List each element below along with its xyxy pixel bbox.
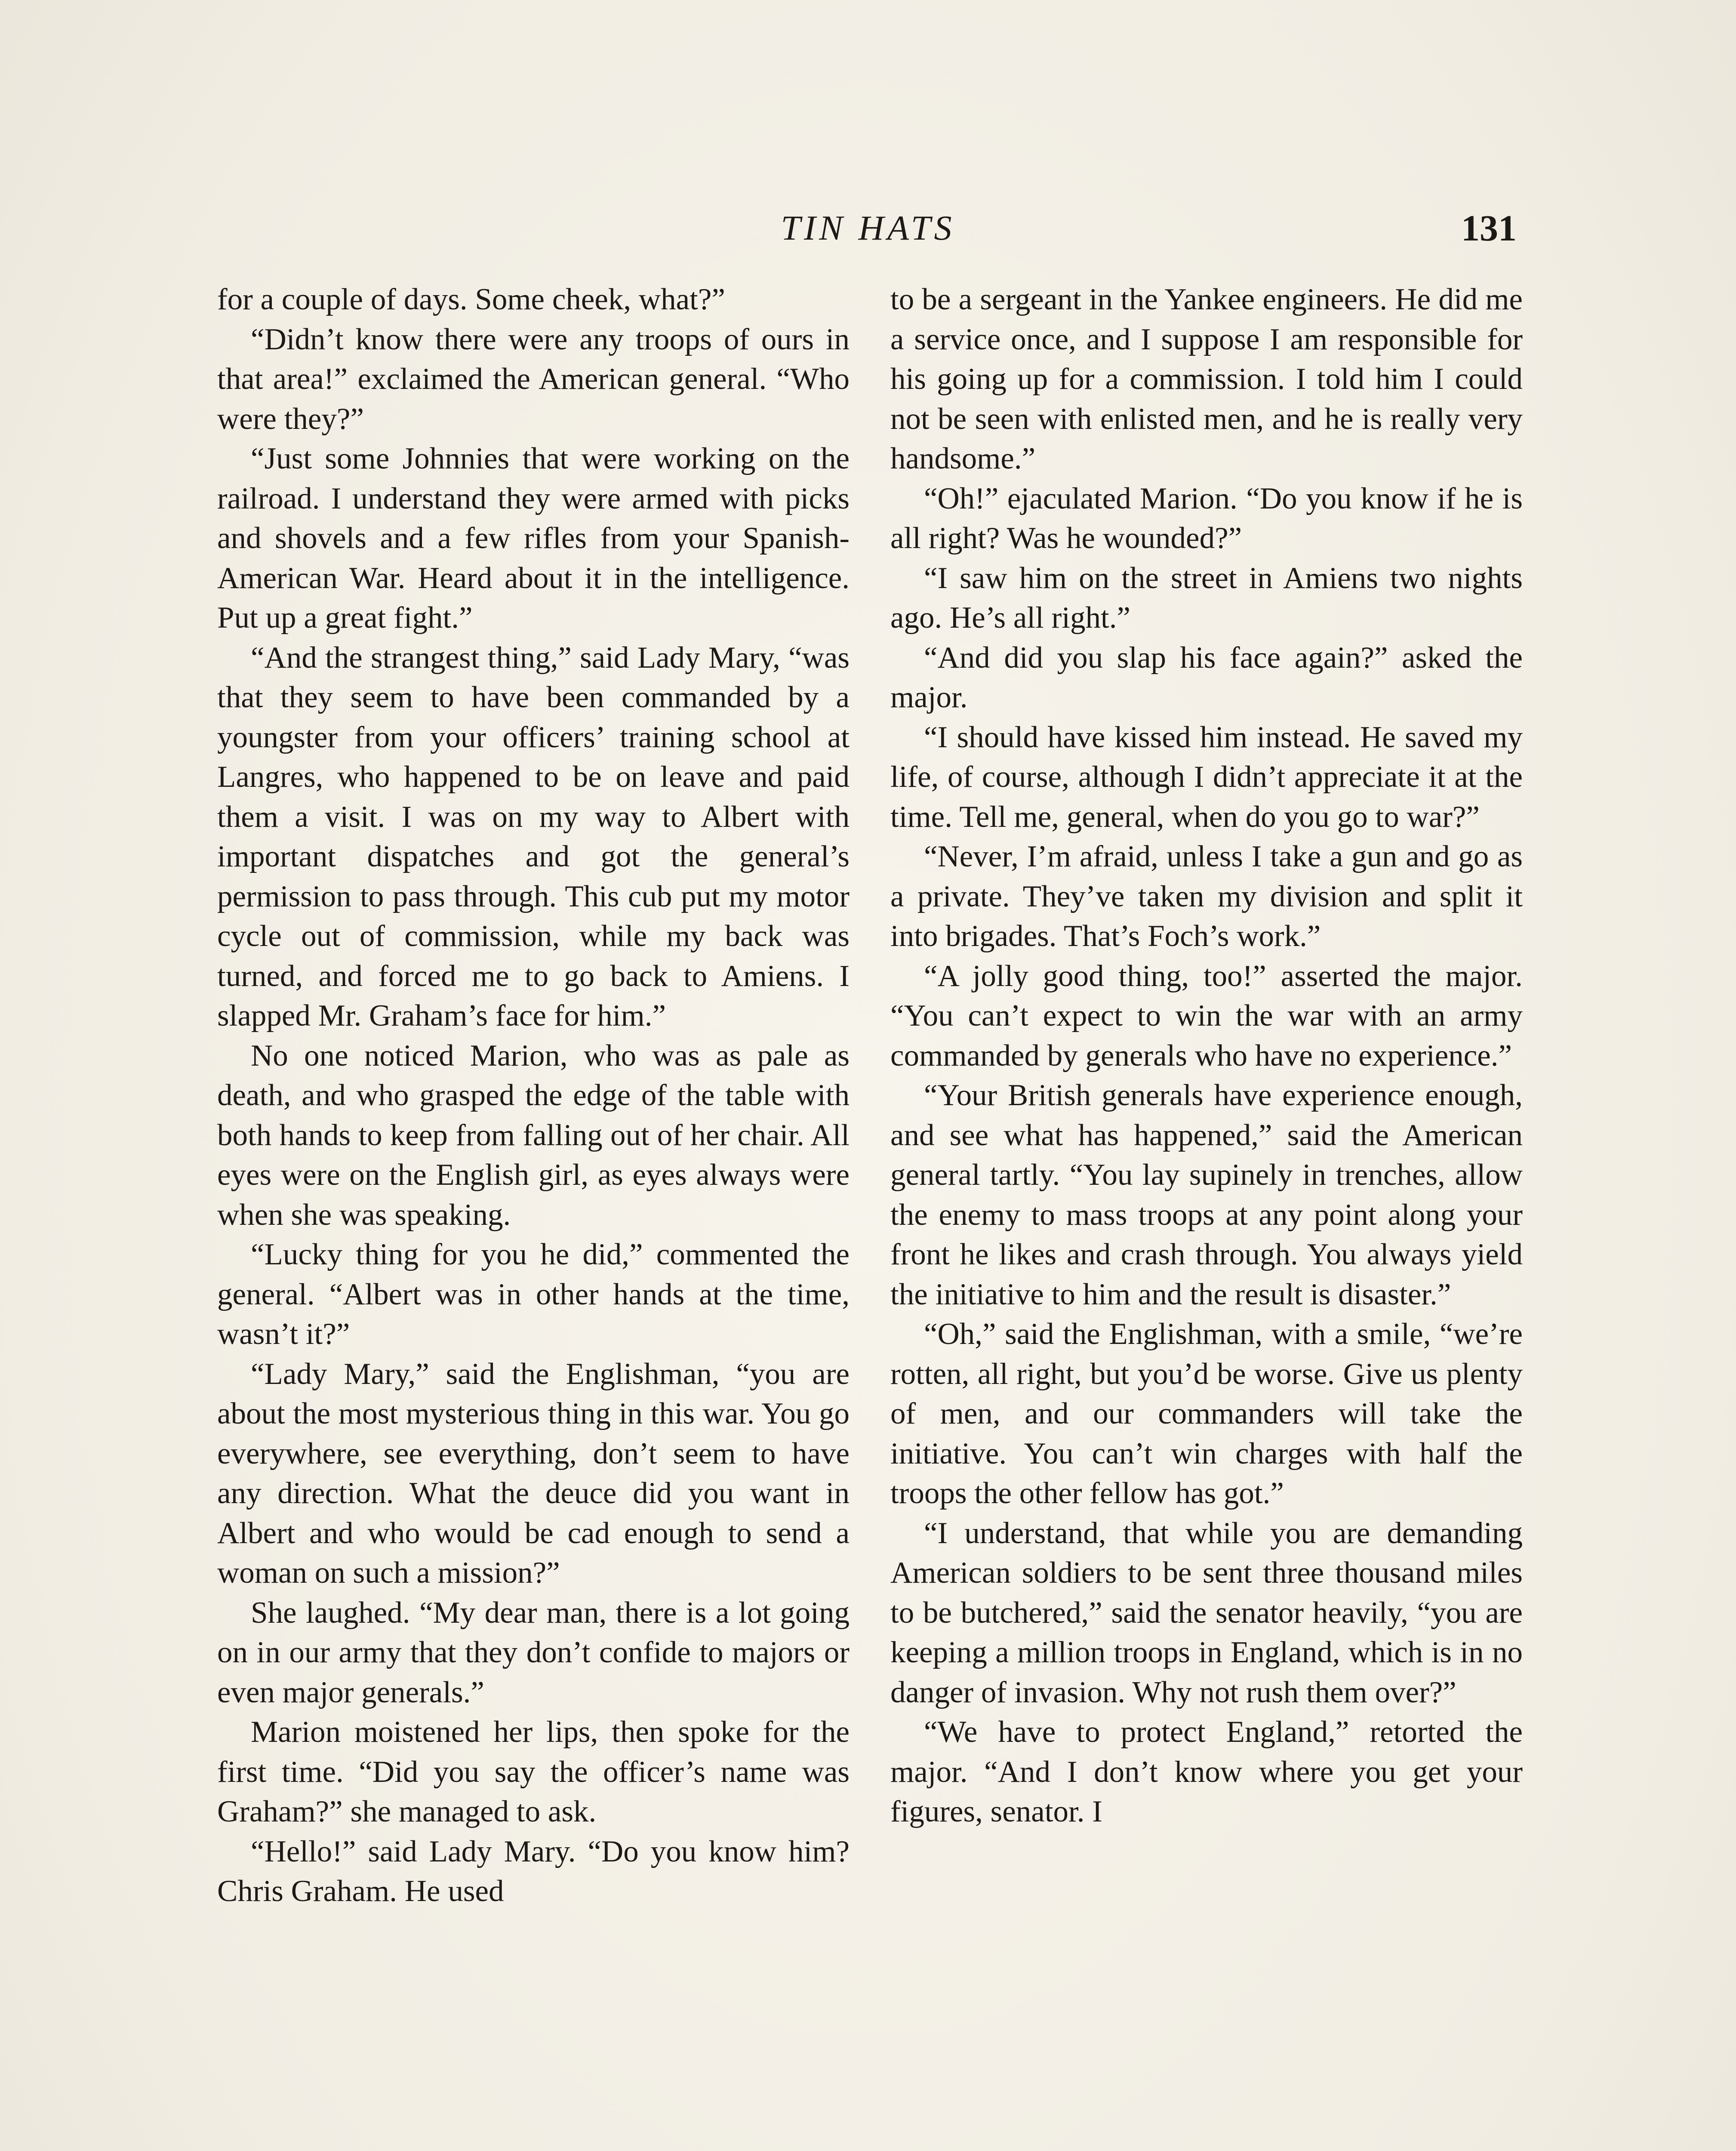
paragraph: “Lady Mary,” said the Englishman, “you are about the most mysterious thing in this war. You go everywhere, see everything, don’t seem to have any direction. What the deuce did you want in Albert and who would be cad enough to send a woman on such a mission?”: [217, 1357, 850, 1590]
paragraph: for a couple of days. Some cheek, what?”: [217, 283, 725, 316]
running-header: [0, 202, 1736, 254]
paragraph: “Didn’t know there were any troops of ours in that area!” exclaimed the American general. “Who were they?”: [217, 322, 850, 436]
right-text-column: [890, 280, 1523, 1832]
page-number: 131: [1461, 207, 1517, 249]
paragraph: “Lucky thing for you he did,” commented the general. “Albert was in other hands at the time, wasn’t it?”: [217, 1238, 850, 1351]
paragraph: No one noticed Marion, who was as pale as death, and who grasped the edge of the table with both hands to keep from falling out of her chair. All eyes were on the English girl, as eyes always were when she was speaking.: [217, 1039, 850, 1232]
paragraph: to be a sergeant in the Yankee engineers. He did me a service once, and I suppose I am responsible for his going up for a commission. I told him I could not be seen with enlisted men, and he is really very handsome.”: [890, 283, 1523, 475]
paragraph: “I saw him on the street in Amiens two nights ago. He’s all right.”: [890, 561, 1523, 635]
paragraph: Marion moistened her lips, then spoke for the first time. “Did you say the officer’s name was Graham?” she managed to ask.: [217, 1715, 850, 1828]
paragraph: “Your British generals have experience enough, and see what has happened,” said the American general tartly. “You lay supinely in trenches, allow the enemy to mass troops at any point along your front he likes and crash through. You always yield the initiative to him and the result is disaster.”: [890, 1079, 1523, 1311]
paragraph: “Hello!” said Lady Mary. “Do you know him? Chris Graham. He used: [217, 1834, 850, 1908]
running-title: TIN HATS: [781, 208, 955, 247]
paragraph: “Oh!” ejaculated Marion. “Do you know if he is all right? Was he wounded?”: [890, 481, 1523, 555]
left-text-column: [217, 280, 850, 1911]
paragraph: “I should have kissed him instead. He saved my life, of course, although I didn’t appreciate it at the time. Tell me, general, when do you go to war?”: [890, 720, 1523, 834]
paragraph: “Just some Johnnies that were working on the railroad. I understand they were armed with picks and shovels and a few rifles from your Spanish-American War. Heard about it in the intelligence. Put up a great fight.”: [217, 442, 850, 635]
paragraph: She laughed. “My dear man, there is a lot going on in our army that they don’t confide to majors or even major generals.”: [217, 1596, 850, 1709]
paragraph: “A jolly good thing, too!” asserted the major. “You can’t expect to win the war with an army commanded by generals who have no experience.”: [890, 959, 1523, 1072]
paragraph: “Never, I’m afraid, unless I take a gun and go as a private. They’ve taken my division and split it into brigades. That’s Foch’s work.”: [890, 840, 1523, 953]
paragraph: “Oh,” said the Englishman, with a smile, “we’re rotten, all right, but you’d be worse. Give us plenty of men, and our commanders will take the initiative. You can’t win charges with half the troops the other fellow has got.”: [890, 1317, 1523, 1510]
paragraph: “And did you slap his face again?” asked the major.: [890, 641, 1523, 714]
paragraph: “We have to protect England,” retorted the major. “And I don’t know where you get your figures, senator. I: [890, 1715, 1523, 1828]
paragraph: “I understand, that while you are demanding American soldiers to be sent three thousand miles to be butchered,” said the senator heavily, “you are keeping a million troops in England, which is in no danger of invasion. Why not rush them over?”: [890, 1516, 1523, 1709]
paragraph: “And the strangest thing,” said Lady Mary, “was that they seem to have been commanded by a youngster from your officers’ training school at Langres, who happened to be on leave and paid them a visit. I was on my way to Albert with important dispatches and got the general’s permission to pass through. This cub put my motor cycle out of commission, while my back was turned, and forced me to go back to Amiens. I slapped Mr. Graham’s face for him.”: [217, 641, 850, 1032]
